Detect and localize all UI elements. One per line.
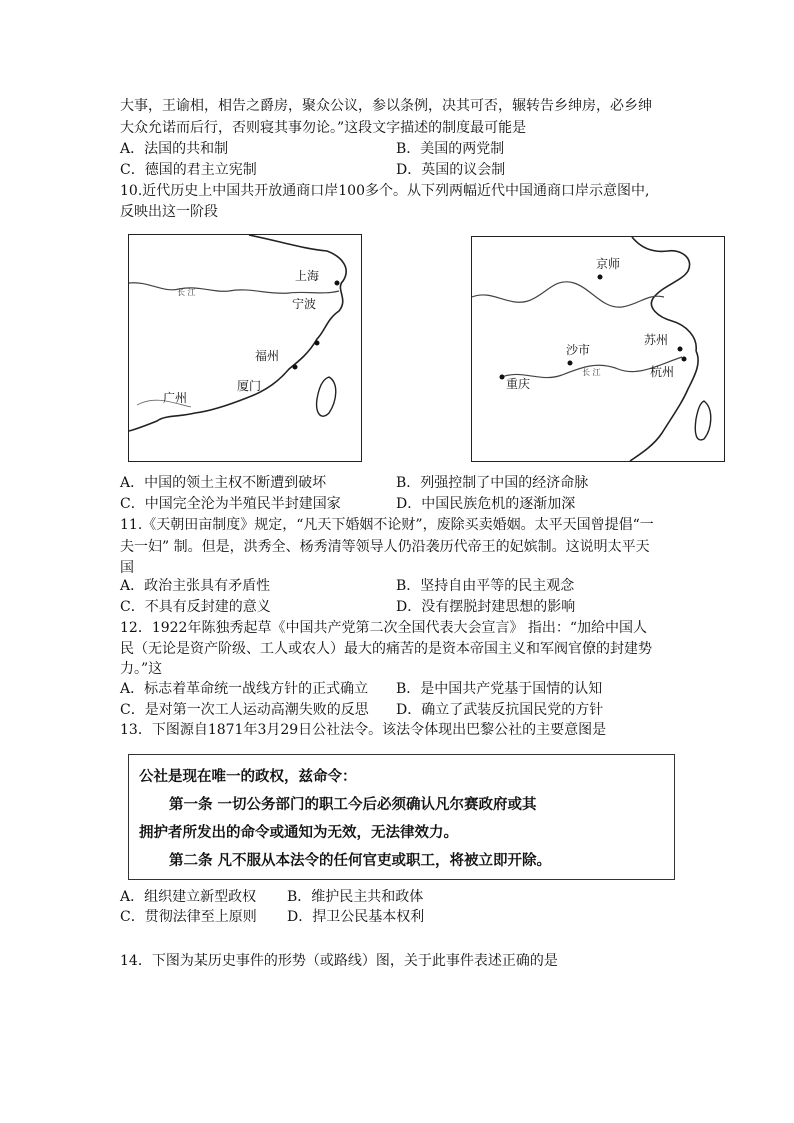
q13-stem-line1: 13．下图源自1871年3月29日公社法令。该法令体现出巴黎公社的主要意图是 bbox=[120, 722, 607, 738]
map-2-label-jingshi: 京师 bbox=[596, 257, 621, 271]
map-1-label-guangzhou: 广州 bbox=[163, 391, 188, 405]
q13-option-b: B．维护民主共和政体 bbox=[287, 889, 424, 905]
q10-option-c: C．中国完全沦为半殖民半封建国家 bbox=[120, 496, 341, 512]
q13-option-d: D．捍卫公民基本权利 bbox=[287, 909, 425, 925]
treaty-ports-map-2 bbox=[471, 236, 725, 462]
q12-option-c: C．是对第一次工人运动高潮失败的反思 bbox=[120, 702, 369, 718]
q9-option-d: D．英国的议会制 bbox=[396, 162, 506, 178]
q9-stem-line1: 大事，王谕相，相告之爵房，聚众公议，参以条例，决其可否，辗转告乡绅房，必乡绅 bbox=[120, 98, 652, 114]
q10-option-d: D．中国民族危机的逐渐加深 bbox=[396, 496, 576, 512]
q9-stem-line2: 大众允诺而后行，否则寝其事勿论。”这段文字描述的制度最可能是 bbox=[120, 120, 527, 136]
decree-line3: 拥护者所发出的命令或通知为无效，无法律效力。 bbox=[139, 825, 458, 841]
map-2-label-suzhou: 苏州 bbox=[644, 333, 669, 347]
q11-stem-line1: 11.《天朝田亩制度》规定，“凡天下婚姻不论财”，废除买卖婚姻。太平天国曾提倡“一 bbox=[120, 517, 654, 533]
q11-stem-line2: 夫一妇” 制。但是，洪秀全、杨秀清等领导人仍沿袭历代帝王的妃嫔制。这说明太平天 bbox=[120, 539, 650, 555]
q11-option-c: C．不具有反封建的意义 bbox=[120, 599, 271, 615]
q12-stem-line1: 12．1922年陈独秀起草《中国共产党第二次全国代表大会宣言》 指出：“加给中国人 bbox=[120, 620, 648, 636]
decree-line4: 第二条 凡不服从本法令的任何官吏或职工，将被立即开除。 bbox=[169, 853, 552, 869]
map-1-label-ningbo: 宁波 bbox=[292, 297, 317, 311]
q11-option-a: A．政治主张具有矛盾性 bbox=[120, 578, 271, 594]
decree-line2: 第一条 一切公务部门的职工今后必须确认凡尔赛政府或其 bbox=[169, 797, 537, 813]
q9-option-b: B．美国的两党制 bbox=[396, 141, 505, 157]
q11-option-d: D．没有摆脱封建思想的影响 bbox=[396, 599, 576, 615]
map-1-label-shanghai: 上海 bbox=[295, 269, 320, 283]
q12-option-a: A．标志着革命统一战线方针的正式确立 bbox=[120, 681, 369, 697]
q11-option-b: B．坚持自由平等的民主观念 bbox=[396, 578, 575, 594]
map-1-label-xiamen: 厦门 bbox=[237, 379, 262, 393]
map-2-label-chongqing: 重庆 bbox=[506, 377, 531, 391]
q12-option-d: D．确立了武装反抗国民党的方针 bbox=[396, 702, 604, 718]
map-2-label-hangzhou: 杭州 bbox=[650, 365, 675, 379]
q12-stem-line3: 力。”这 bbox=[120, 661, 163, 677]
decree-line1: 公社是现在唯一的政权，兹命令： bbox=[139, 769, 357, 785]
q9-option-c: C．德国的君主立宪制 bbox=[120, 162, 257, 178]
map-1-label-changjiang: 长 江 bbox=[177, 288, 196, 297]
map-2-label-changjiang: 长 江 bbox=[582, 368, 601, 377]
q10-stem-line2: 反映出这一阶段 bbox=[120, 204, 218, 220]
map-2-label-shashi: 沙市 bbox=[566, 343, 591, 357]
commune-decree-box bbox=[128, 754, 675, 880]
q10-option-b: B．列强控制了中国的经济命脉 bbox=[396, 475, 589, 491]
q10-option-a: A．中国的领土主权不断遭到破坏 bbox=[120, 475, 327, 491]
q14-stem-line1: 14．下图为某历史事件的形势（或路线）图，关于此事件表述正确的是 bbox=[120, 953, 558, 969]
map-1-drawing bbox=[129, 235, 361, 461]
treaty-ports-map-1 bbox=[128, 234, 362, 462]
q10-stem-line1: 10.近代历史上中国共开放通商口岸100多个。从下列两幅近代中国通商口岸示意图中, bbox=[120, 183, 650, 199]
q13-option-a: A．组织建立新型政权 bbox=[120, 889, 257, 905]
q12-stem-line2: 民（无论是资产阶级、工人或农人）最大的痛苦的是资本帝国主义和军阀官僚的封建势 bbox=[120, 641, 652, 657]
q9-option-a: A．法国的共和制 bbox=[120, 141, 229, 157]
map-1-label-fuzhou: 福州 bbox=[255, 349, 280, 363]
q12-option-b: B．是中国共产党基于国情的认知 bbox=[396, 681, 603, 697]
q13-option-c: C．贯彻法律至上原则 bbox=[120, 909, 257, 925]
q11-stem-line3: 国 bbox=[120, 560, 134, 576]
